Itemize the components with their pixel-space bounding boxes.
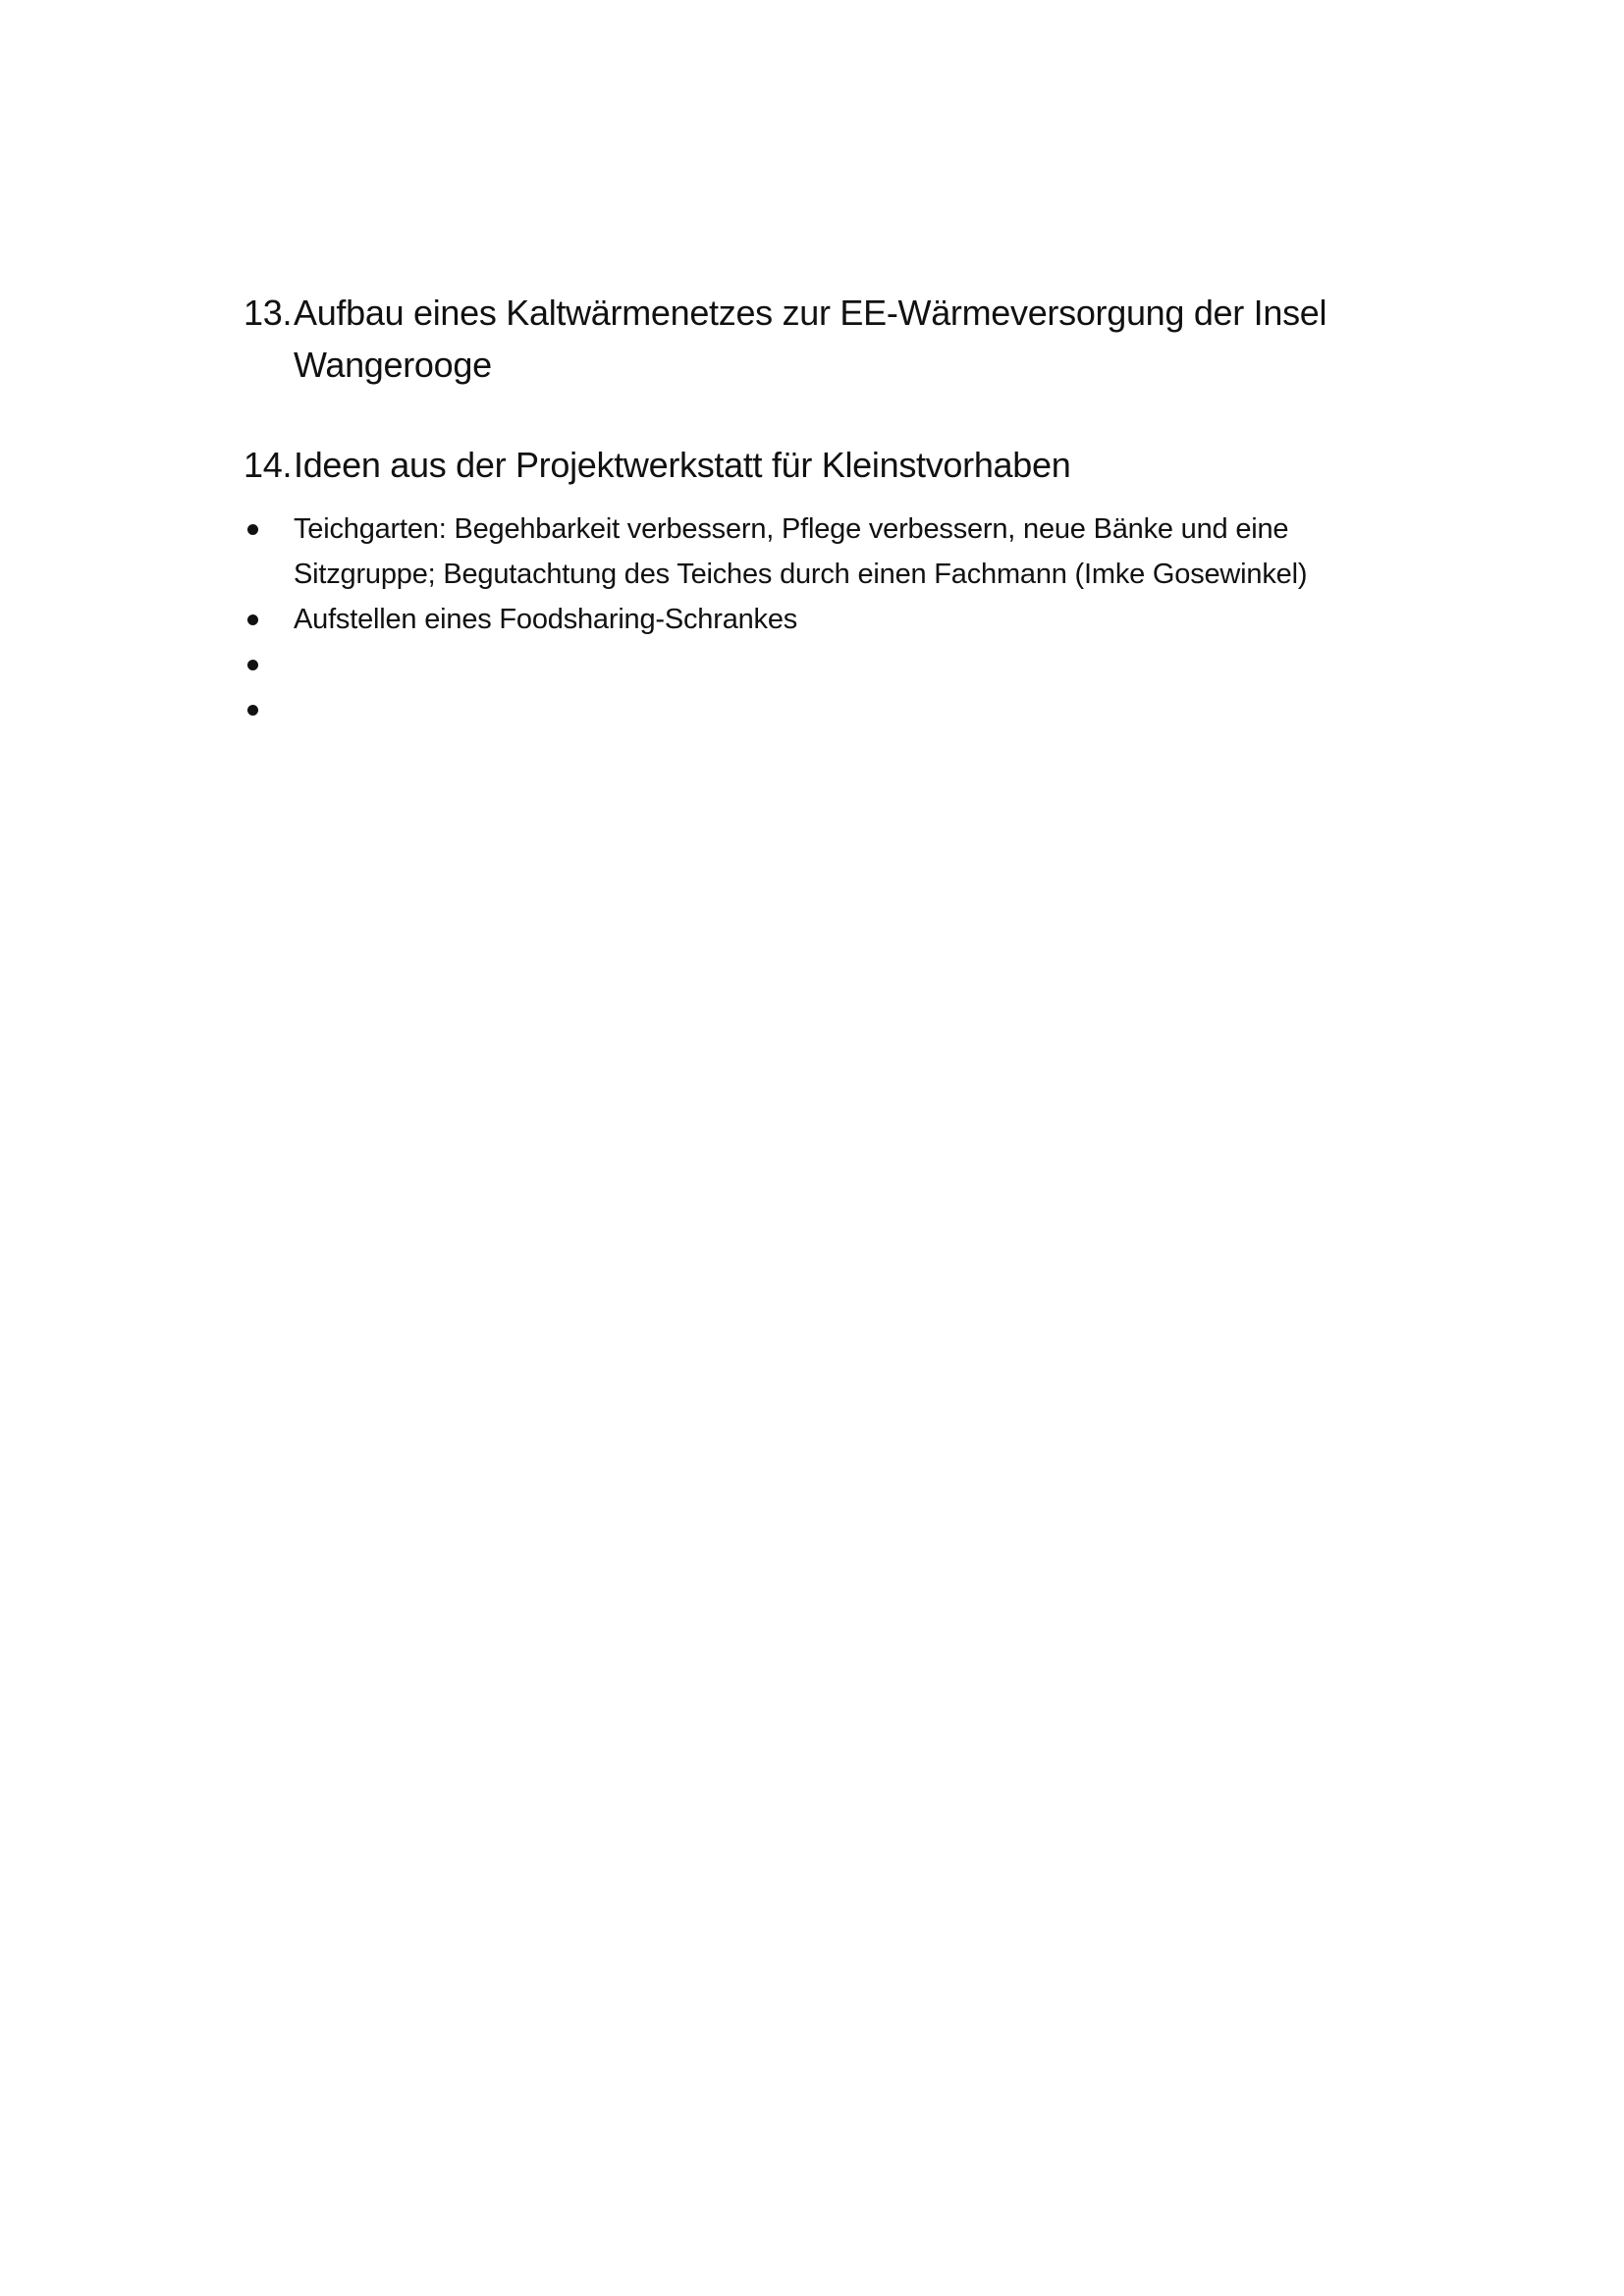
bullet-icon — [247, 660, 258, 670]
section-heading-13 — [244, 287, 1373, 391]
bullet-icon — [247, 524, 258, 535]
list-item — [244, 507, 1373, 597]
section-heading-14 — [244, 439, 1373, 491]
section-title: Aufbau eines Kaltwärmenetzes zur EE-Wärmeversorgung der Insel Wangerooge — [294, 293, 1327, 385]
idea-bullet-list — [244, 507, 1373, 732]
list-item — [244, 687, 1373, 732]
section-number: 13. — [244, 293, 293, 333]
list-item-text: Teichgarten: Begehbarkeit verbessern, Pflege verbessern, neue Bänke und eine Sitzgruppe; Begutachtung des Teiches durch einen Fachmann (Imke Gosewinkel) — [294, 513, 1308, 590]
bullet-icon — [247, 614, 258, 625]
list-item — [244, 597, 1373, 642]
bullet-icon — [247, 705, 258, 716]
section-number: 14. — [244, 445, 293, 485]
list-item-text: Aufstellen eines Foodsharing-Schrankes — [294, 604, 798, 635]
section-title: Ideen aus der Projektwerkstatt für Kleinstvorhaben — [294, 445, 1071, 485]
list-item — [244, 642, 1373, 687]
